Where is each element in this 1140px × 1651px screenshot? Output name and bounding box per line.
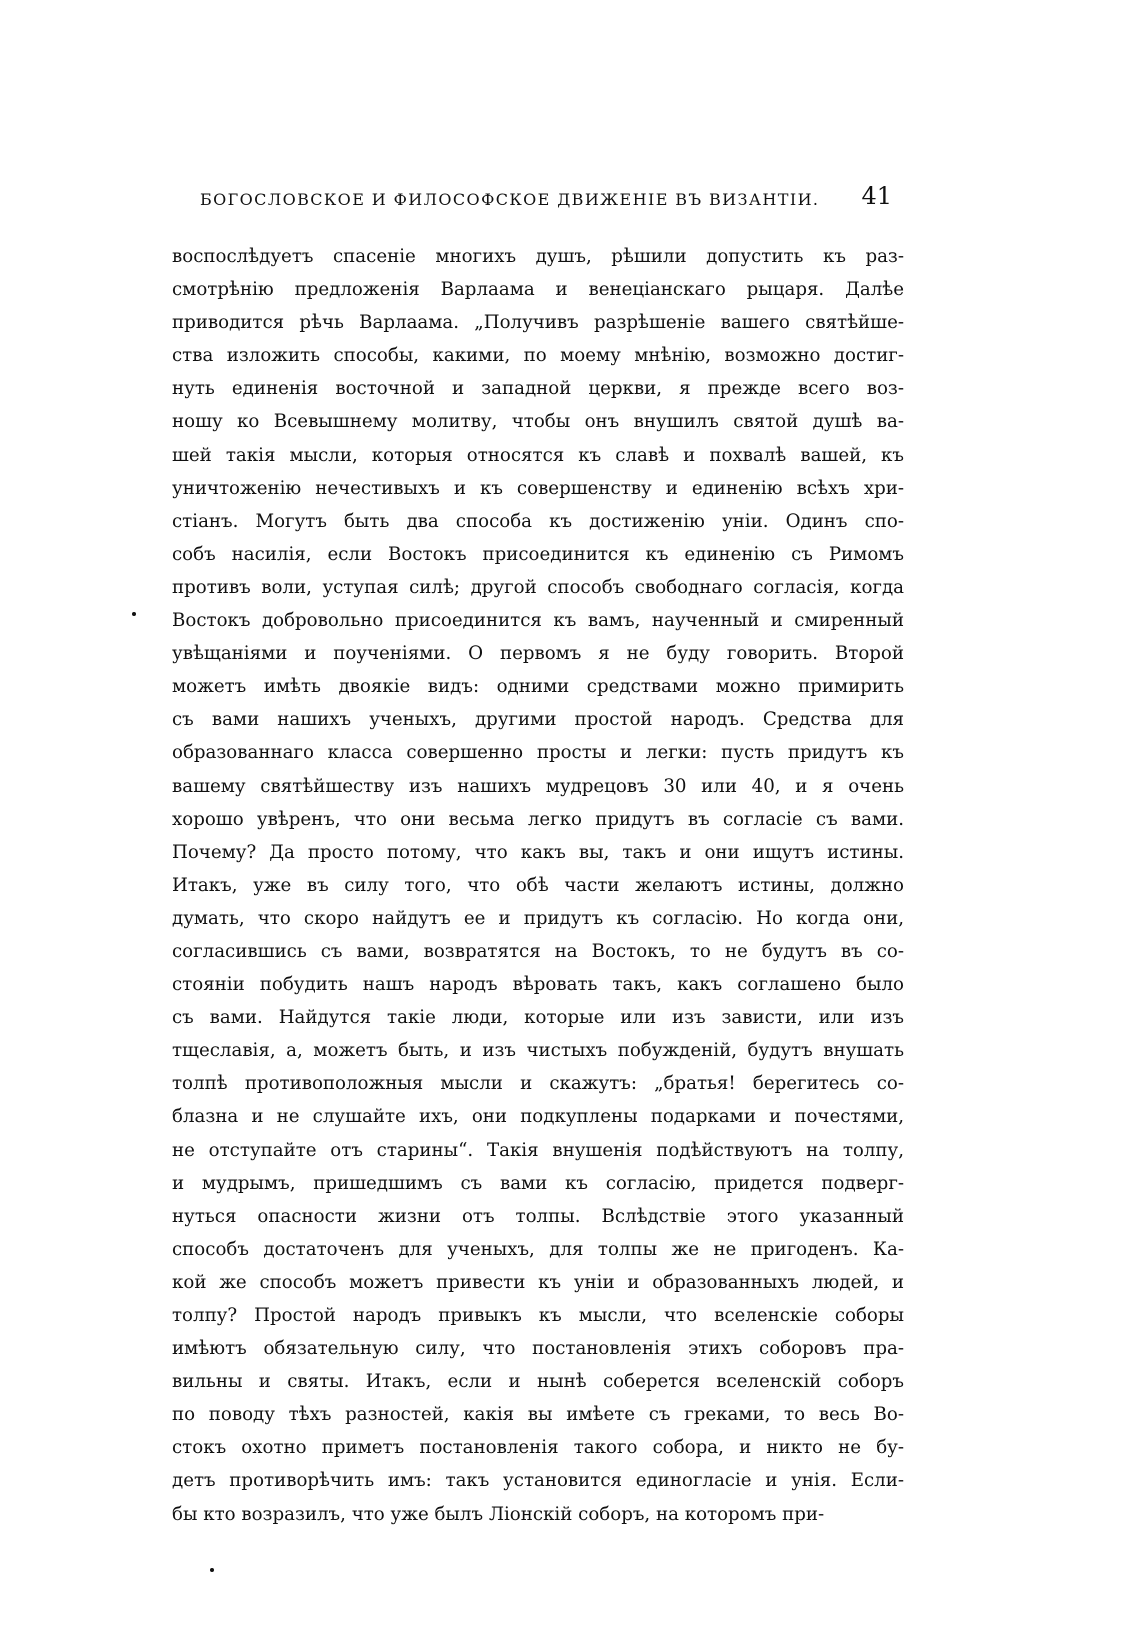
text-line: и мудрымъ, пришедшимъ съ вами къ согласію, придется подверг- <box>172 1172 904 1194</box>
running-head <box>172 182 902 218</box>
text-line: хорошо увѣренъ, что они весьма легко придутъ въ согласіе съ вами. <box>172 808 904 830</box>
text-line: Почему? Да просто потому, что какъ вы, такъ и они ищутъ истины. <box>172 841 904 863</box>
text-line: увѣщаніями и поученіями. О первомъ я не буду говорить. Второй <box>172 643 904 665</box>
text-line: не отступайте отъ старины“. Такія внушенія подѣйствуютъ на толпу, <box>172 1139 904 1161</box>
text-line: детъ противорѣчить имъ: такъ установится единогласіе и унія. Если- <box>172 1470 904 1492</box>
text-line: стокъ охотно приметъ постановленія такого собора, и никто не бу- <box>172 1437 904 1459</box>
text-line: вашему святѣйшеству изъ нашихъ мудрецовъ 30 или 40, и я очень <box>172 775 904 797</box>
text-line: вильны и святы. Итакъ, если и нынѣ соберется вселенскій соборъ <box>172 1371 904 1393</box>
text-line: шей такія мысли, которыя относятся къ славѣ и похвалѣ вашей, къ <box>172 444 904 466</box>
text-line: смотрѣнію предложенія Варлаама и венеціанскаго рыцаря. Далѣе <box>172 279 904 301</box>
page-number: 41 <box>861 182 892 210</box>
text-line: Итакъ, уже въ силу того, что обѣ части желаютъ истины, должно <box>172 874 904 896</box>
text-line: толпу? Простой народъ привыкъ къ мысли, что вселенскіе соборы <box>172 1305 904 1326</box>
text-line: бы кто возразилъ, что уже былъ Ліонскій соборъ, на которомъ при- <box>172 1503 825 1525</box>
text-line: собъ насилія, если Востокъ присоединится къ единенію съ Римомъ <box>172 543 904 565</box>
body-text <box>172 240 904 1531</box>
text-line: стояніи побудить нашъ народъ вѣровать такъ, какъ соглашено было <box>172 974 904 996</box>
text-line: Востокъ добровольно присоединится къ вамъ, наученный и смиренный <box>172 610 904 632</box>
text-line: ства изложить способы, какими, по моему мнѣнію, возможно достиг- <box>172 345 904 367</box>
text-line: думать, что скоро найдутъ ее и придутъ къ согласію. Но когда они, <box>172 907 904 929</box>
text-line: блазна и не слушайте ихъ, они подкуплены подарками и почестями, <box>172 1106 904 1128</box>
text-line: приводится рѣчь Варлаама. „Получивъ разрѣшеніе вашего святѣйше- <box>172 312 904 334</box>
text-line: образованнаго класса совершенно просты и легки: пусть придутъ къ <box>172 742 904 764</box>
text-line: по поводу тѣхъ разностей, какія вы имѣете съ греками, то весь Во- <box>172 1404 904 1426</box>
text-line: способъ достаточенъ для ученыхъ, для толпы же не пригоденъ. Ка- <box>172 1238 904 1260</box>
text-line: тщеславія, а, можетъ быть, и изъ чистыхъ побужденій, будутъ внушать <box>172 1040 904 1062</box>
text-line: кой же способъ можетъ привести къ уніи и образованныхъ людей, и <box>172 1271 904 1293</box>
text-line: съ вами. Найдутся такіе люди, которые или изъ зависти, или изъ <box>172 1007 904 1029</box>
text-line: нуть единенія восточной и западной церкви, я прежде всего воз- <box>172 378 904 400</box>
text-line: съ вами нашихъ ученыхъ, другими простой народъ. Средства для <box>172 709 904 731</box>
text-line: стіанъ. Могутъ быть два способа къ достиженію уніи. Одинъ спо- <box>172 510 904 532</box>
running-title: БОГОСЛОВСКОЕ И ФИЛОСОФСКОЕ ДВИЖЕНІЕ ВЪ ВИЗАНТІИ. <box>200 190 820 209</box>
text-line: можетъ имѣть двоякіе видъ: одними средствами можно примирить <box>172 676 904 698</box>
ink-speck <box>132 612 136 616</box>
ink-speck <box>210 1568 214 1572</box>
text-line: имѣютъ обязательную силу, что постановленія этихъ соборовъ пра- <box>172 1338 904 1360</box>
text-line: толпѣ противоположныя мысли и скажутъ: „братья! берегитесь со- <box>172 1073 904 1095</box>
text-line: противъ воли, уступая силѣ; другой способъ свободнаго согласія, когда <box>172 576 904 598</box>
text-line: уничтоженію нечестивыхъ и къ совершенству и единенію всѣхъ хри- <box>172 477 904 499</box>
text-line: согласившись съ вами, возвратятся на Востокъ, то не будутъ въ со- <box>172 940 904 962</box>
text-line: воспослѣдуетъ спасеніе многихъ душъ, рѣшили допустить къ раз- <box>172 246 904 267</box>
text-line: ношу ко Всевышнему молитву, чтобы онъ внушилъ святой душѣ ва- <box>172 411 904 433</box>
text-line: нуться опасности жизни отъ толпы. Вслѣдствіе этого указанный <box>172 1205 904 1227</box>
